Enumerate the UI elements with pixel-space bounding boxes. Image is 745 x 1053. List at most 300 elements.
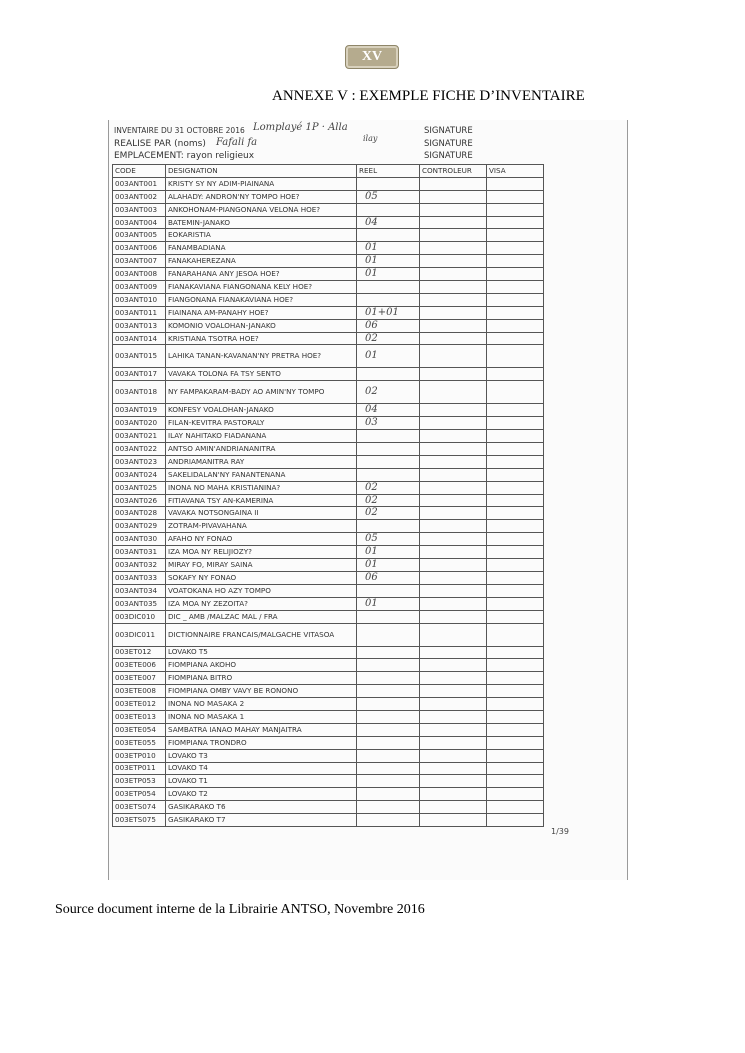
cell-code: 003ETE006 (113, 659, 166, 672)
cell-reel: 06 (357, 319, 420, 332)
cell-visa (487, 559, 544, 572)
table-row (113, 190, 544, 203)
cell-designation: ANDRIAMANITRA RAY (166, 455, 357, 468)
cell-code: 003ANT004 (113, 216, 166, 229)
cell-controleur (420, 584, 487, 597)
cell-reel: 02 (357, 332, 420, 345)
cell-reel: 02 (357, 494, 420, 507)
cell-controleur (420, 801, 487, 814)
cell-visa (487, 430, 544, 443)
cell-visa (487, 332, 544, 345)
cell-code: 003ANT001 (113, 177, 166, 190)
cell-reel (357, 468, 420, 481)
cell-controleur (420, 216, 487, 229)
table-row (113, 597, 544, 610)
cell-code: 003DIC011 (113, 623, 166, 646)
cell-reel: 02 (357, 381, 420, 404)
cell-reel: 03 (357, 417, 420, 430)
cell-reel (357, 672, 420, 685)
cell-designation: KONFESY VOALOHAN-JANAKO (166, 404, 357, 417)
cell-reel: 01 (357, 242, 420, 255)
cell-code: 003ANT010 (113, 293, 166, 306)
table-row (113, 762, 544, 775)
cell-controleur (420, 623, 487, 646)
cell-visa (487, 801, 544, 814)
table-row (113, 814, 544, 827)
cell-reel (357, 368, 420, 381)
cell-reel (357, 520, 420, 533)
cell-reel (357, 430, 420, 443)
column-header-designation: DESIGNATION (166, 165, 357, 178)
handwritten-names-2: Fafali fa (216, 137, 258, 148)
cell-designation: LOVAKO T5 (166, 646, 357, 659)
cell-visa (487, 597, 544, 610)
cell-controleur (420, 468, 487, 481)
cell-controleur (420, 443, 487, 456)
cell-visa (487, 507, 544, 520)
column-header-reel: REEL (357, 165, 420, 178)
cell-reel (357, 623, 420, 646)
cell-controleur (420, 229, 487, 242)
cell-reel (357, 698, 420, 711)
cell-controleur (420, 659, 487, 672)
cell-controleur (420, 685, 487, 698)
cell-visa (487, 762, 544, 775)
cell-visa (487, 788, 544, 801)
table-row (113, 559, 544, 572)
cell-controleur (420, 571, 487, 584)
table-row (113, 306, 544, 319)
signature-label-3: SIGNATURE (424, 151, 473, 161)
cell-designation: FIAINANA AM-PANAHY HOE? (166, 306, 357, 319)
cell-reel (357, 584, 420, 597)
table-row (113, 610, 544, 623)
table-row (113, 319, 544, 332)
cell-reel (357, 685, 420, 698)
table-row (113, 481, 544, 494)
cell-designation: VAVAKA TOLONA FA TSY SENTO (166, 368, 357, 381)
cell-visa (487, 736, 544, 749)
cell-code: 003ETP053 (113, 775, 166, 788)
cell-visa (487, 345, 544, 368)
cell-controleur (420, 533, 487, 546)
table-row (113, 345, 544, 368)
signature-label-1: SIGNATURE (424, 126, 473, 136)
cell-visa (487, 216, 544, 229)
table-row (113, 443, 544, 456)
table-row (113, 775, 544, 788)
table-row (113, 546, 544, 559)
scanned-inventory-sheet (108, 120, 628, 880)
cell-visa (487, 571, 544, 584)
scan-left-edge (108, 120, 109, 880)
cell-code: 003ANT025 (113, 481, 166, 494)
cell-designation: INONA NO MAHA KRISTIANINA? (166, 481, 357, 494)
cell-designation: FILAN-KEVITRA PASTORALY (166, 417, 357, 430)
table-row (113, 417, 544, 430)
cell-controleur (420, 281, 487, 294)
cell-code: 003ETP010 (113, 749, 166, 762)
cell-visa (487, 229, 544, 242)
cell-controleur (420, 507, 487, 520)
table-row (113, 332, 544, 345)
table-row (113, 788, 544, 801)
table-row (113, 368, 544, 381)
cell-visa (487, 455, 544, 468)
annex-number-badge: XV (345, 45, 399, 69)
cell-designation: FANAMBADIANA (166, 242, 357, 255)
cell-code: 003ETE008 (113, 685, 166, 698)
table-row (113, 672, 544, 685)
cell-reel (357, 610, 420, 623)
cell-designation: LOVAKO T4 (166, 762, 357, 775)
cell-controleur (420, 520, 487, 533)
cell-controleur (420, 814, 487, 827)
table-row (113, 801, 544, 814)
cell-visa (487, 319, 544, 332)
table-row (113, 494, 544, 507)
cell-designation: IZA MOA NY RELIJIOZY? (166, 546, 357, 559)
table-row (113, 659, 544, 672)
cell-code: 003ANT031 (113, 546, 166, 559)
cell-controleur (420, 332, 487, 345)
cell-designation: EOKARISTIA (166, 229, 357, 242)
cell-reel: 04 (357, 216, 420, 229)
cell-reel: 05 (357, 190, 420, 203)
cell-code: 003ANT008 (113, 268, 166, 281)
cell-code: 003ETE055 (113, 736, 166, 749)
table-row (113, 623, 544, 646)
table-row (113, 520, 544, 533)
table-row (113, 177, 544, 190)
column-header-code: CODE (113, 165, 166, 178)
cell-code: 003ANT022 (113, 443, 166, 456)
cell-visa (487, 646, 544, 659)
cell-code: 003ANT020 (113, 417, 166, 430)
table-row (113, 293, 544, 306)
cell-code: 003ET012 (113, 646, 166, 659)
cell-reel: 01 (357, 268, 420, 281)
cell-controleur (420, 177, 487, 190)
table-row (113, 216, 544, 229)
cell-visa (487, 293, 544, 306)
cell-designation: FITIAVANA TSY AN-KAMERINA (166, 494, 357, 507)
table-row (113, 404, 544, 417)
cell-controleur (420, 255, 487, 268)
table-row (113, 430, 544, 443)
cell-code: 003DIC010 (113, 610, 166, 623)
cell-code: 003ANT007 (113, 255, 166, 268)
cell-designation: INONA NO MASAKA 2 (166, 698, 357, 711)
cell-code: 003ANT035 (113, 597, 166, 610)
cell-visa (487, 306, 544, 319)
table-row (113, 468, 544, 481)
cell-code: 003ANT017 (113, 368, 166, 381)
cell-designation: FIOMPIANA TRONDRO (166, 736, 357, 749)
cell-code: 003ANT015 (113, 345, 166, 368)
cell-controleur (420, 610, 487, 623)
cell-visa (487, 698, 544, 711)
handwritten-names-1: Lomplayé 1P · Alla (253, 122, 348, 133)
cell-code: 003ANT029 (113, 520, 166, 533)
cell-code: 003ANT002 (113, 190, 166, 203)
cell-reel (357, 177, 420, 190)
cell-code: 003ANT006 (113, 242, 166, 255)
cell-reel: 02 (357, 507, 420, 520)
cell-designation: LOVAKO T1 (166, 775, 357, 788)
cell-controleur (420, 546, 487, 559)
cell-visa (487, 268, 544, 281)
cell-visa (487, 381, 544, 404)
source-caption: Source document interne de la Librairie ANTSO, Novembre 2016 (55, 902, 425, 917)
cell-visa (487, 814, 544, 827)
cell-visa (487, 672, 544, 685)
cell-reel (357, 455, 420, 468)
table-row (113, 203, 544, 216)
inventory-table-body (113, 177, 544, 826)
cell-designation: LOVAKO T2 (166, 788, 357, 801)
cell-reel: 01+01 (357, 306, 420, 319)
cell-reel (357, 203, 420, 216)
cell-reel: 01 (357, 559, 420, 572)
cell-reel (357, 723, 420, 736)
cell-controleur (420, 646, 487, 659)
cell-designation: IZA MOA NY ZEZOITA? (166, 597, 357, 610)
cell-designation: LOVAKO T3 (166, 749, 357, 762)
cell-designation: NY FAMPAKARAM-BADY AO AMIN'NY TOMPO (166, 381, 357, 404)
cell-reel (357, 788, 420, 801)
table-row (113, 229, 544, 242)
cell-controleur (420, 736, 487, 749)
cell-reel (357, 775, 420, 788)
cell-controleur (420, 345, 487, 368)
cell-visa (487, 404, 544, 417)
cell-designation: KOMONIO VOALOHAN-JANAKO (166, 319, 357, 332)
cell-reel (357, 749, 420, 762)
cell-visa (487, 177, 544, 190)
cell-designation: ILAY NAHITAKO FIADANANA (166, 430, 357, 443)
cell-controleur (420, 430, 487, 443)
cell-reel: 04 (357, 404, 420, 417)
cell-controleur (420, 293, 487, 306)
cell-reel (357, 443, 420, 456)
cell-code: 003ANT033 (113, 571, 166, 584)
cell-designation: LAHIKA TANAN-KAVANAN'NY PRETRA HOE? (166, 345, 357, 368)
page-number: 1/39 (551, 827, 569, 836)
cell-code: 003ETE007 (113, 672, 166, 685)
cell-visa (487, 623, 544, 646)
cell-reel (357, 762, 420, 775)
cell-designation: DICTIONNAIRE FRANCAIS/MALGACHE VITASOA (166, 623, 357, 646)
table-row (113, 685, 544, 698)
cell-visa (487, 533, 544, 546)
column-header-visa: VISA (487, 165, 544, 178)
cell-reel (357, 293, 420, 306)
cell-code: 003ETS074 (113, 801, 166, 814)
cell-reel: 01 (357, 345, 420, 368)
cell-visa (487, 190, 544, 203)
cell-visa (487, 443, 544, 456)
cell-designation: GASIKARAKO T6 (166, 801, 357, 814)
cell-visa (487, 520, 544, 533)
cell-reel (357, 281, 420, 294)
cell-controleur (420, 672, 487, 685)
cell-designation: SAMBATRA IANAO MAHAY MANJAITRA (166, 723, 357, 736)
cell-code: 003ETP054 (113, 788, 166, 801)
cell-visa (487, 203, 544, 216)
cell-code: 003ANT011 (113, 306, 166, 319)
cell-controleur (420, 597, 487, 610)
cell-designation: FIANGONANA FIANAKAVIANA HOE? (166, 293, 357, 306)
table-row (113, 571, 544, 584)
cell-designation: FANARAHANA ANY JESOA HOE? (166, 268, 357, 281)
cell-controleur (420, 710, 487, 723)
cell-controleur (420, 455, 487, 468)
cell-designation: ANKOHONAM-PIANGONANA VELONA HOE? (166, 203, 357, 216)
cell-visa (487, 481, 544, 494)
cell-visa (487, 659, 544, 672)
table-row (113, 507, 544, 520)
table-row (113, 698, 544, 711)
cell-reel (357, 659, 420, 672)
cell-visa (487, 242, 544, 255)
handwritten-names-3: ilay (363, 134, 378, 143)
cell-controleur (420, 723, 487, 736)
cell-visa (487, 546, 544, 559)
cell-controleur (420, 203, 487, 216)
table-row (113, 242, 544, 255)
annex-title: ANNEXE V : EXEMPLE FICHE D’INVENTAIRE (272, 88, 585, 104)
table-row (113, 736, 544, 749)
cell-controleur (420, 698, 487, 711)
cell-controleur (420, 381, 487, 404)
cell-code: 003ANT009 (113, 281, 166, 294)
cell-code: 003ANT026 (113, 494, 166, 507)
cell-designation: BATEMIN-JANAKO (166, 216, 357, 229)
cell-designation: KRISTY SY NY ADIM-PIAINANA (166, 177, 357, 190)
cell-visa (487, 685, 544, 698)
cell-code: 003ANT014 (113, 332, 166, 345)
cell-reel (357, 736, 420, 749)
cell-designation: INONA NO MASAKA 1 (166, 710, 357, 723)
cell-designation: KRISTIANA TSOTRA HOE? (166, 332, 357, 345)
cell-controleur (420, 494, 487, 507)
cell-designation: ANTSO AMIN'ANDRIANANITRA (166, 443, 357, 456)
cell-code: 003ETE013 (113, 710, 166, 723)
cell-controleur (420, 788, 487, 801)
cell-designation: FANAKAHEREZANA (166, 255, 357, 268)
cell-reel: 06 (357, 571, 420, 584)
cell-code: 003ANT034 (113, 584, 166, 597)
cell-designation: DIC _ AMB /MALZAC MAL / FRA (166, 610, 357, 623)
table-row (113, 749, 544, 762)
cell-visa (487, 494, 544, 507)
cell-controleur (420, 404, 487, 417)
cell-code: 003ANT005 (113, 229, 166, 242)
cell-reel (357, 646, 420, 659)
cell-designation: FIOMPIANA OMBY VAVY BE RONONO (166, 685, 357, 698)
table-row (113, 646, 544, 659)
cell-designation: FIANAKAVIANA FIANGONANA KELY HOE? (166, 281, 357, 294)
table-row (113, 381, 544, 404)
cell-code: 003ETP011 (113, 762, 166, 775)
cell-designation: MIRAY FO, MIRAY SAINA (166, 559, 357, 572)
cell-visa (487, 255, 544, 268)
cell-code: 003ANT024 (113, 468, 166, 481)
cell-controleur (420, 268, 487, 281)
cell-designation: SOKAFY NY FONAO (166, 571, 357, 584)
cell-visa (487, 710, 544, 723)
cell-code: 003ANT023 (113, 455, 166, 468)
table-row (113, 281, 544, 294)
cell-code: 003ANT021 (113, 430, 166, 443)
cell-visa (487, 775, 544, 788)
cell-designation: ZOTRAM-PIVAVAHANA (166, 520, 357, 533)
cell-visa (487, 468, 544, 481)
cell-visa (487, 723, 544, 736)
cell-designation: VOATOKANA HO AZY TOMPO (166, 584, 357, 597)
cell-reel (357, 229, 420, 242)
cell-code: 003ANT018 (113, 381, 166, 404)
cell-reel (357, 801, 420, 814)
cell-visa (487, 281, 544, 294)
emplacement-label: EMPLACEMENT: rayon religieux (114, 151, 255, 161)
cell-reel (357, 710, 420, 723)
cell-visa (487, 610, 544, 623)
realise-par-label: REALISE PAR (noms) (114, 139, 206, 149)
cell-controleur (420, 190, 487, 203)
cell-reel: 01 (357, 546, 420, 559)
cell-code: 003ANT030 (113, 533, 166, 546)
table-row (113, 710, 544, 723)
cell-code: 003ETE054 (113, 723, 166, 736)
table-row (113, 268, 544, 281)
table-row (113, 584, 544, 597)
cell-designation: AFAHO NY FONAO (166, 533, 357, 546)
cell-visa (487, 584, 544, 597)
signature-label-2: SIGNATURE (424, 139, 473, 149)
cell-designation: FIOMPIANA BITRO (166, 672, 357, 685)
cell-controleur (420, 368, 487, 381)
cell-controleur (420, 242, 487, 255)
cell-reel: 05 (357, 533, 420, 546)
table-header-row (113, 165, 544, 178)
table-row (113, 723, 544, 736)
cell-visa (487, 417, 544, 430)
cell-controleur (420, 481, 487, 494)
cell-designation: FIOMPIANA AKOHO (166, 659, 357, 672)
cell-controleur (420, 762, 487, 775)
column-header-controleur: CONTROLEUR (420, 165, 487, 178)
cell-code: 003ANT032 (113, 559, 166, 572)
cell-designation: ALAHADY: ANDRON'NY TOMPO HOE? (166, 190, 357, 203)
cell-reel: 01 (357, 597, 420, 610)
cell-code: 003ANT003 (113, 203, 166, 216)
cell-designation: SAKELIDALAN'NY FANANTENANA (166, 468, 357, 481)
cell-code: 003ETS075 (113, 814, 166, 827)
cell-code: 003ETE012 (113, 698, 166, 711)
cell-controleur (420, 306, 487, 319)
inventory-date-line: INVENTAIRE DU 31 OCTOBRE 2016 (114, 126, 245, 135)
cell-controleur (420, 417, 487, 430)
table-row (113, 455, 544, 468)
scan-right-edge (627, 120, 628, 880)
cell-controleur (420, 319, 487, 332)
cell-reel: 01 (357, 255, 420, 268)
table-row (113, 255, 544, 268)
cell-controleur (420, 749, 487, 762)
cell-code: 003ANT028 (113, 507, 166, 520)
